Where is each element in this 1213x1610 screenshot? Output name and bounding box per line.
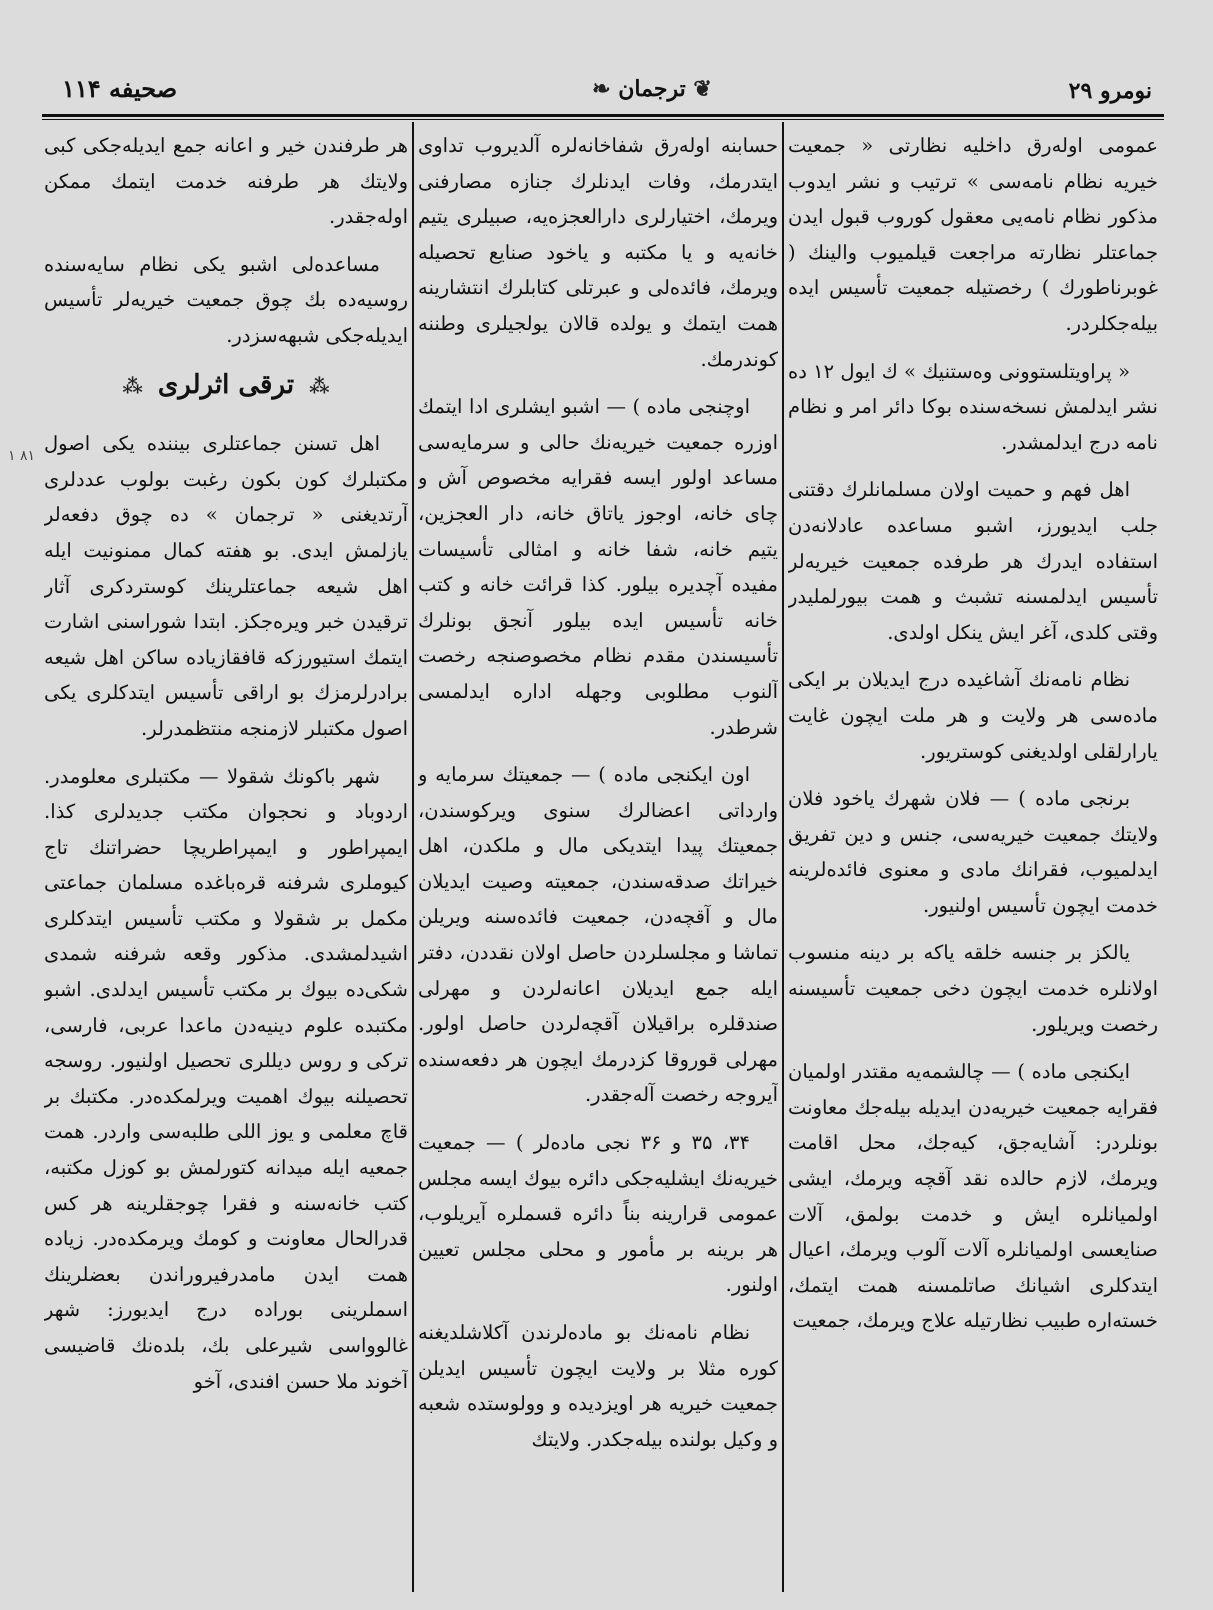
left-paragraph-2: مساعده‌لی اشبو یکی نظام سایه‌سنده روسیه‌ده بك چوق جمعیت خیریه‌لر تأسیس ایدیله‌جکی شبهه‌سزدر. (44, 252, 408, 347)
right-ornament-icon: ❧ (592, 76, 611, 102)
right-paragraph-1: عمومی اوله‌رق داخلیه نظارتی « جمعیت خیریه نظام نامه‌سی » ترتیب و نشر ایدوب مذکور نظام نامه‌یی معقول کوروب قبول ایدن جماعتلر نظارته مراجعت قیلمیوب والینك ( غوبرناطورك ) رخصتیله جمعیت تأسیس ایده بیله‌جکلردر. (788, 134, 1158, 335)
right-column (788, 128, 1158, 1598)
left-paragraph-1: هر طرفندن خیر و اعانه جمع ایدیله‌جکی کبی ولایتك هر طرفنه خدمت ایتمك ممکن اوله‌جقدر. (44, 134, 408, 229)
header-rule (42, 114, 1164, 117)
page-header (42, 72, 1162, 110)
middle-paragraph-5: نظام نامه‌نك بو ماده‌لرندن آکلاشلدیغنه کوره مثلا بر ولایت ایچون تأسیس ایدیلن جمعیت خیریه هر اویزدیده و وولوستده شعبه و وکیل بولنده بیله‌جکدر. ولایتك (418, 1321, 778, 1451)
right-paragraph-2: « پراویتلستوونی وه‌ستنیك » ك ایول ۱۲ ده نشر ایدلمش نسخه‌سنده بوکا دائر امر و نظام نامه درج ایدلمشدر. (788, 359, 1158, 454)
issue-number-label: نومرو ۲۹ (1068, 78, 1152, 104)
left-column (44, 128, 408, 1598)
right-paragraph-3: اهل فهم و حمیت اولان مسلمانلرك دقتنی جلب ایدیورز، اشبو مساعده عادلانه‌دن استفاده ایدرك هر طرفده جمعیت خیریه‌لر تأسیس ایدلمسنه تشبث و همت بیورلملیدر وقتی کلدی، آغر ایش ینکل اولدی. (788, 478, 1158, 644)
title-ornament-left-icon: ⁂ (309, 373, 330, 398)
left-ornament-icon: ❦ (693, 76, 712, 102)
newspaper-title-text: ترجمان (618, 76, 686, 102)
section-title-text: ترقی اثرلری (157, 369, 295, 400)
middle-paragraph-2: اوچنجی ماده ) — اشبو ایشلری ادا ایتمك اوزره جمعیت خیریه‌نك حالی و سرمایه‌سی مساعد اولور ایسه فقرایه مخصوص آش و چای خانه، اوجوز یاتاق خانه، دار العجزین، یتیم خانه، شفا خانه و امثالی تأسیسات مفیده آچدیره بیلور. کذا قرائت خانه و کتب خانه تأسیس ایده بیلور آنجق بونلرك تأسیسندن مقدم نظام مخصوصنجه رخصت آلنوب مطلوبی وجهله اداره ایدلمسی شرطدر. (418, 395, 778, 739)
section-title (44, 368, 408, 405)
right-paragraph-5: برنجی ماده ) — فلان شهرك یاخود فلان ولایتك جمعیت خیریه‌سی، جنس و دین تفریق ایدلمیوب، فقرانك مادی و معنوی فائده‌لرینه خدمت ایچون تأسیس اولنیور. (788, 787, 1158, 917)
newspaper-title (562, 76, 742, 102)
right-paragraph-7: ایکنجی ماده ) — چالشمه‌یه مقتدر اولمیان فقرایه جمعیت خیریه‌دن ایدیله بیله‌جك معاونت بونلردر: آشایه‌جق، کیه‌جك، محل اقامت ویرمك، لازم حالده نقد آقچه ویرمك، ایشی اولمیانلره ایش و خدمت بولمق، آلات صنایعسی اولمیانلره آلات آلوب ویرمك، اعیال ایتدکلری اشیانك صاتلمسنه همت ایتمك، خسته‌اره طبیب نظارتیله علاج ویرمك، جمعیت (788, 1060, 1158, 1333)
right-paragraph-6: یالکز بر جنسه خلقه یاکه بر دینه منسوب اولانلره خدمت ایچون دخی جمعیت تأسیسنه رخصت ویریلور. (788, 941, 1158, 1036)
column-divider-left (412, 122, 414, 1592)
margin-note: ۸۱ ۱ (8, 448, 36, 464)
header-rule-thin (42, 119, 1164, 120)
section-paragraph-2: شهر باکونك شقولا — مکتبلری معلومدر. اردوباد و نحجوان مکتب جدیدلری کذا. ایمپراطور و ایمپراطریچا حضراتنك تاج کیوملری شرفنه قره‌باغده مسلمان جماعتی مکمل بر شقولا و مکتب تأسیس ایتدکلری اشیدلمشدی. مذکور وقعه شرفنه شمدی شکی‌ده بیوك بر مکتب تأسیس ایدلدی. اشبو مکتبده علوم دینیه‌دن ماعدا عربی، فارسی، ترکی و روس دیللری تحصیل اولنیور. روسجه تحصیلنه بیوك اهمیت ویرلمکده‌در. مکتبك بر قاچ معلمی و یوز اللی طلبه‌سی واردر. همت جمعیه ایله میدانه کتورلمش بو کوزل مکتبه، کتب خانه‌سنه و فقرا چوجقلرینه هر کس قدرالحال معاونت و کومك ویرمکده‌در. زیاده همت ایدن مامدرفیروراندن بعضلرینك اسملرینی بوراده درج ایدیورز: شهر غالوواسی شیرعلی بك، بلده‌نك قاضیسی آخوند ملا حسن افندی، آخو (44, 764, 408, 1393)
middle-column (418, 128, 778, 1598)
right-paragraph-4: نظام نامه‌نك آشاغیده درج ایدیلان بر ایکی ماده‌سی هر ولایت و هر ملت ایچون غایت یارارلقلی اولدیغنی کوستریور. (788, 668, 1158, 763)
middle-paragraph-1: حسابنه اوله‌رق شفاخانه‌لره آلدیروب تداوی ایتدرمك، وفات ایدنلرك جنازه مصارفنی ویرمك، اختیارلری دارالعجزه‌یه، صبیلری یتیم خانه‌یه و یا مکتبه و یاخود صنایع تحصیله ویرمك، فائده‌لی و عبرتلی کتابلرك انتشارینه همت ایتمك و یولده قالان یولجیلری وطننه کوندرمك. (418, 134, 778, 371)
title-ornament-right-icon: ⁂ (122, 373, 143, 398)
middle-paragraph-4: ۳۴، ۳۵ و ۳۶ نجی ماده‌لر ) — جمعیت خیریه‌نك ایشلیه‌جکی دائره بیوك ایسه مجلس عمومی قرارینه بناً دائره قسملره آیریلوب، هر برینه بر مأمور و محلی مجلس تعیین اولنور. (418, 1131, 778, 1297)
column-divider-right (782, 122, 784, 1592)
section-paragraph-1: اهل تسنن جماعتلری بیننده یکی اصول مکتبلرك کون بکون رغبت بولوب عددلری آرتدیغنی « ترجمان » ده چوق دفعه‌لر یازلمش ایدی. بو هفته کمال ممنونیت ایله اهل شیعه جماعتلرینك کوستردکری آثار ترقیدن خبر ویره‌جکز. ابتدا شوراسنی اشارت ایتمك استیورزکه قافقازیاده ساکن اهل شیعه برادرلرمزك بو اراقی تأسیس ایتدکلری یکی اصول مکتبلر لازمنجه منتظمدرلر. (44, 432, 408, 740)
page-number-label: صحیفه ۱۱۴ (62, 74, 178, 103)
middle-paragraph-3: اون ایکنجی ماده ) — جمعیتك سرمایه و وارداتی اعضالرك سنوی ویرکوسندن، جمعیتك پیدا ایتدیکی مال و ملکدن، اهل خیراتك صدقه‌سندن، جمعیته وصیت ایدیلان مال و آقچه‌دن، جمعیت فائده‌سنه ویریلن تماشا و مجلسلردن حاصل اولان نقددن، دفتر ایله جمع ایدیلان اعانه‌لردن و مهرلی صندقلره براقیلان آقچه‌لردن حاصل اولور. مهرلی قوروقا کزدرمك ایچون هر دفعه‌سنده آیروجه رخصت آله‌جقدر. (418, 763, 778, 1107)
